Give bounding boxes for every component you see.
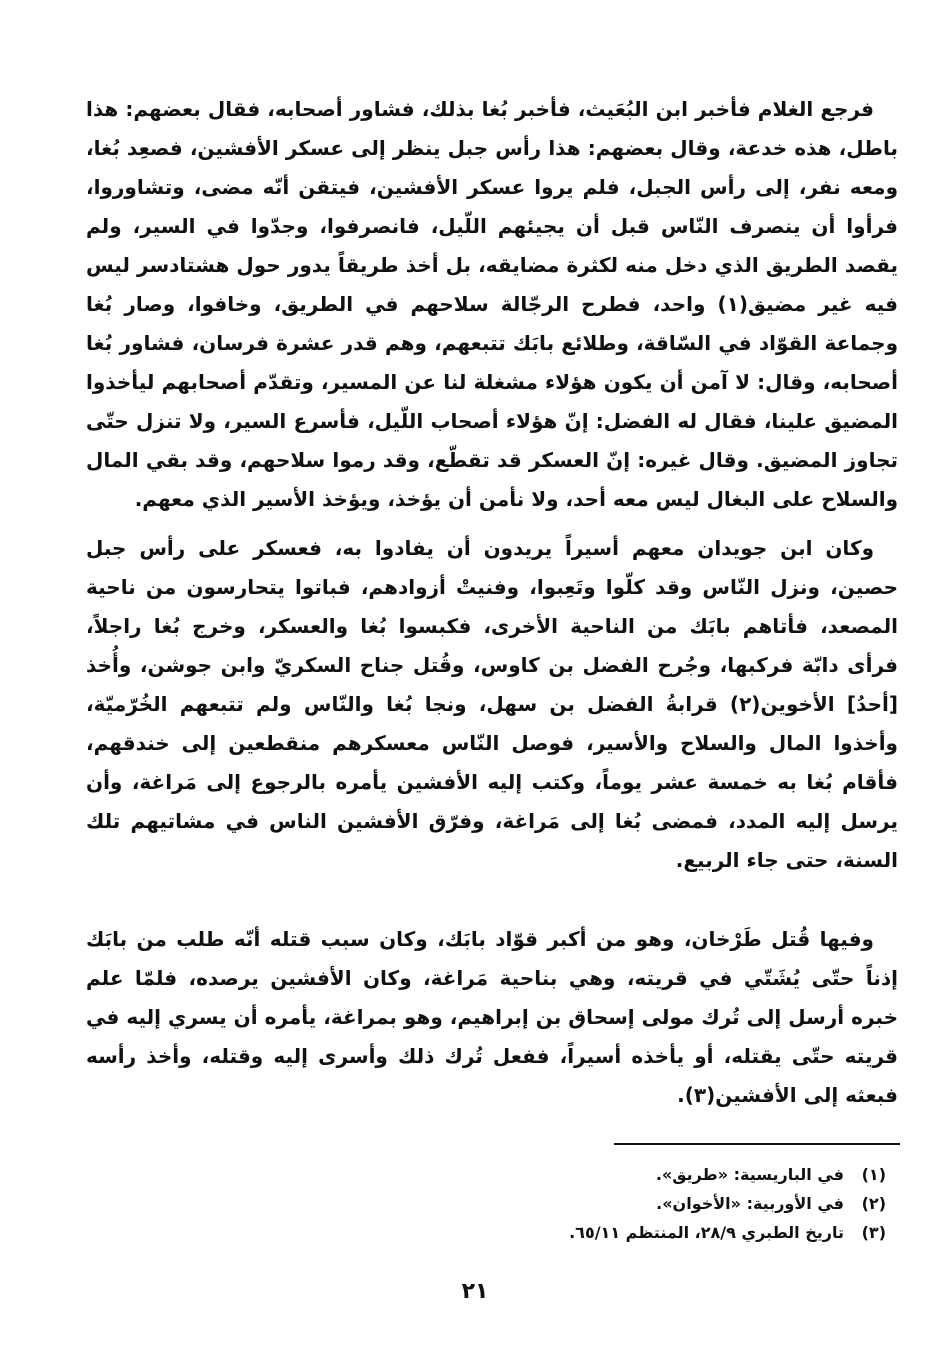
paragraph-3: وفيها قُتل طَرْخان، وهو من أكبر قوّاد بابَك، وكان سبب قتله أنّه طلب من بابَك إذناً حتّى يُشَتّي في قريته، وهي بناحية مَراغة، وكان الأفشين يرصده، فلمّا علم خبره أرسل إلى تُرك مولى إسحاق بن إبراهيم، وهو بمراغة، يأمره أن يسري إليه في قريته حتّى يقتله، أو يأخذه أسيراً، ففعل تُرك ذلك وأسرى إليه وقتله، وأخذ رأسه فبعثه إلى الأفشين(٣). xyxy=(86,927,898,1107)
footnotes xyxy=(286,1160,886,1247)
footnote-text: تاريخ الطبري ٢٨/٩، المنتظم ٦٥/١١. xyxy=(569,1223,844,1242)
paragraph-2: وكان ابن جويدان معهم أسيراً يريدون أن يفادوا به، فعسكر على رأس جبل حصين، ونزل النّاس وقد كلّوا وتَعِبوا، وفنيتْ أزوادهم، فباتوا يتحارسون من ناحية المصعد، فأتاهم بابَك من الناحية الأخرى، فكبسوا بُغا والعسكر، وخرج بُغا راجلاً، فرأى دابّة فركبها، وجُرح الفضل بن كاوس، وقُتل جناح السكريّ وابن جوشن، وأُخذ [أحدُ] الأخوين(٢) قرابةُ الفضل بن سهل، ونجا بُغا والنّاس ولم تتبعهم الخُرّميّة، وأخذوا المال والسلاح والأسير، فوصل النّاس معسكرهم منقطعين إلى خندقهم، فأقام بُغا به خمسة عشر يوماً، وكتب إليه الأفشين يأمره بالرجوع إلى مَراغة، وأن يرسل إليه المدد، فمضى بُغا إلى مَراغة، وفرّق الأفشين الناس في مشاتيهم تلك السنة، حتى جاء الربيع. xyxy=(86,536,898,872)
footnote-separator xyxy=(614,1143,900,1145)
main-text xyxy=(86,90,898,1115)
footnote-number: (١) xyxy=(861,1165,886,1184)
footnote-number: (٢) xyxy=(861,1194,886,1213)
footnote-3 xyxy=(286,1218,886,1247)
footnote-1 xyxy=(286,1160,886,1189)
footnote-number: (٣) xyxy=(861,1223,886,1242)
paragraph-1: فرجع الغلام فأخبر ابن البُعَيث، فأخبر بُغا بذلك، فشاور أصحابه، فقال بعضهم: هذا باطل، هذه خدعة، وقال بعضهم: هذا رأس جبل ينظر إلى عسكر الأفشين، فصعِد بُغا، ومعه نفر، إلى رأس الجبل، فلم يروا عسكر الأفشين، فيتقن أنّه مضى، وتشاوروا، فرأوا أن ينصرف النّاس قبل أن يجيئهم اللّيل، فانصرفوا، وجدّوا في السير، ولم يقصد الطريق الذي دخل منه لكثرة مضايقه، بل أخذ طريقاً يدور حول هشتادسر ليس فيه غير مضيق(١) واحد، فطرح الرجّالة سلاحهم في الطريق، وخافوا، وصار بُغا وجماعة القوّاد في السّاقة، وطلائع بابَك تتبعهم، وهم قدر عشرة فرسان، فشاور بُغا أصحابه، وقال: لا آمن أن يكون هؤلاء مشغلة لنا عن المسير، وتقدّم أصحابهم ليأخذوا المضيق علينا، فقال له الفضل: إنّ هؤلاء أصحاب اللّيل، فأسرع السير، ولا تنزل حتّى تجاوز المضيق. وقال غيره: إنّ العسكر قد تقطّع، وقد رموا سلاحهم، وقد بقي المال والسلاح على البغال ليس معه أحد، ولا نأمن أن يؤخذ، ويؤخذ الأسير الذي معهم. xyxy=(86,97,898,511)
page-number: ٢١ xyxy=(461,1279,489,1304)
footnote-2 xyxy=(286,1189,886,1218)
footnote-text: في الأوربية: «الأخوان». xyxy=(656,1194,844,1213)
footnote-text: في الباريسية: «طريق». xyxy=(655,1165,844,1184)
